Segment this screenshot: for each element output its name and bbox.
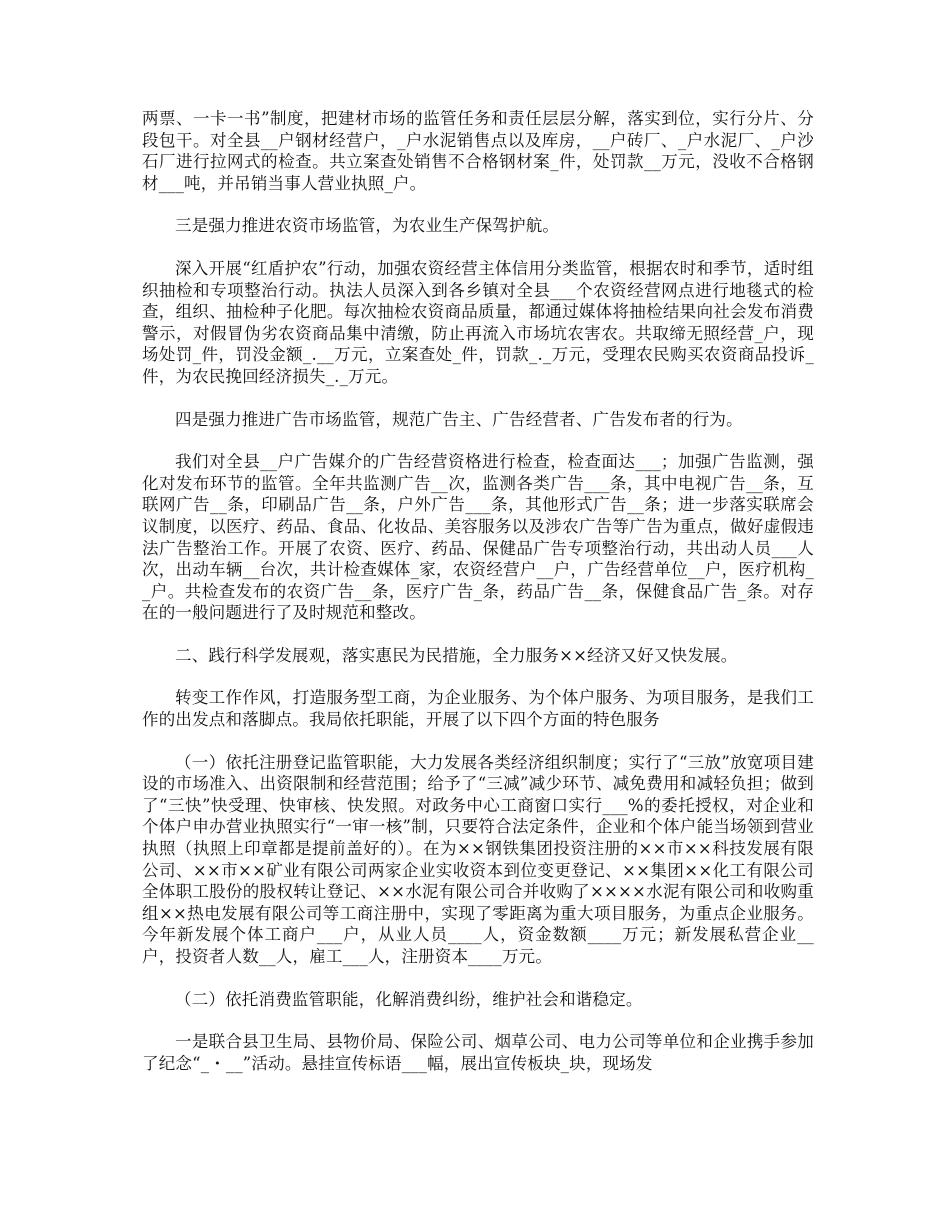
paragraph-advertising-inspection: 我们对全县__户广告媒介的广告经营资格进行检查，检查面达___；加强广告监测，强化对发布环节的监管。全年共监测广告__次，监测各类广告___条，其中电视广告__条，互联网广告__条，印刷品广告__条，户外广告___条，其他形式广告__条；进一步落实联席会议制度，以医疗、药品、食品、化妆品、美容服务以及涉农广告等广告为重点，做好虚假违法广告整治工作。开展了农资、医疗、药品、保健品广告专项整治行动，共出动人员___人次，出动车辆__台次，共计检查媒体_家，农资经营户__户，广告经营单位__户，医疗机构__户。共检查发布的农资广告__条，医疗广告_条，药品广告__条，保健食品广告_条。对存在的一般问题进行了及时规范和整改。	[142, 452, 814, 623]
paragraph-gap	[142, 731, 814, 752]
heading-consumer-supervision: （二）依托消费监管职能，化解消费纠纷，维护社会和谐稳定。	[175, 989, 643, 1009]
paragraph-service-intro: 转变工作作风，打造服务型工商，为企业服务、为个体户服务、为项目服务，是我们工作的出发点和落脚点。我局依托职能，开展了以下四个方面的特色服务	[142, 688, 814, 730]
heading-advertising-market: 四是强力推进广告市场监管，规范广告主、广告经营者、广告发布者的行为。	[175, 409, 743, 429]
heading-agricultural-market: 三是强力推进农资市场监管，为农业生产保驾护航。	[175, 216, 560, 236]
paragraph-gap	[142, 430, 814, 451]
document-page	[142, 108, 814, 1074]
paragraph-gap	[142, 624, 814, 645]
paragraph-building-materials: 两票、一卡一书”制度，把建材市场的监管任务和责任层层分解，落实到位，实行分片、分段包干。对全县__户钢材经营户，_户水泥销售点以及库房，__户砖厂、_户水泥厂、_户沙石厂进行拉网式的检查。共立案查处销售不合格钢材案_件，处罚款__万元，没收不合格钢材___吨，并吊销当事人营业执照_户。	[142, 109, 814, 193]
paragraph-gap	[142, 666, 814, 687]
paragraph-gap	[142, 968, 814, 989]
paragraph-gap	[142, 194, 814, 215]
paragraph-gap	[142, 237, 814, 258]
paragraph-gap	[142, 1010, 814, 1031]
paragraph-registration-service: （一）依托注册登记监管职能，大力发展各类经济组织制度；实行了“三放”放宽项目建设的市场准入、出资限制和经营范围；给予了“三减”减少环节、减免费用和减轻负担；做到了“三快”快受理、快审核、快发照。对政务中心工商窗口实行___%的委托授权，对企业和个体户申办营业执照实行“一审一核”制，只要符合法定条件，企业和个体户能当场领到营业执照（执照上印章都是提前盖好的）。在为××钢铁集团投资注册的××市××科技发展有限公司、××市××矿业有限公司两家企业实收资本到位变更登记、××集团××化工有限公司全体职工股份的股权转让登记、××水泥有限公司合并收购了××××水泥有限公司和收购重组××热电发展有限公司等工商注册中，实现了零距离为重大项目服务，为重点企业服务。今年新发展个体工商户___户，从业人员____人，资金数额____万元；新发展私营企业__户，投资者人数__人，雇工___人，注册资本____万元。	[142, 752, 814, 966]
paragraph-joint-campaign: 一是联合县卫生局、县物价局、保险公司、烟草公司、电力公司等单位和企业携手参加了纪念“_・__”活动。悬挂宣传标语___幅，展出宣传板块_块，现场发	[142, 1032, 814, 1073]
paragraph-gap	[142, 388, 814, 409]
heading-section-two: 二、践行科学发展观，落实惠民为民措施，全力服务××经济又好又快发展。	[175, 645, 738, 665]
paragraph-agricultural-inspection: 深入开展“红盾护农”行动，加强农资经营主体信用分类监管，根据农时和季节，适时组织抽检和专项整治行动。执法人员深入到各乡镇对全县___个农资经营网点进行地毯式的检查，组织、抽检种子化肥。每次抽检农资商品质量，都通过媒体将抽检结果向社会发布消费警示，对假冒伪劣农资商品集中清缴，防止再流入市场坑农害农。共取缔无照经营_户，现场处罚_件，罚没金额_.__万元，立案查处_件，罚款_._万元，受理农民购买农资商品投诉_件，为农民挽回经济损失_._万元。	[142, 258, 814, 386]
